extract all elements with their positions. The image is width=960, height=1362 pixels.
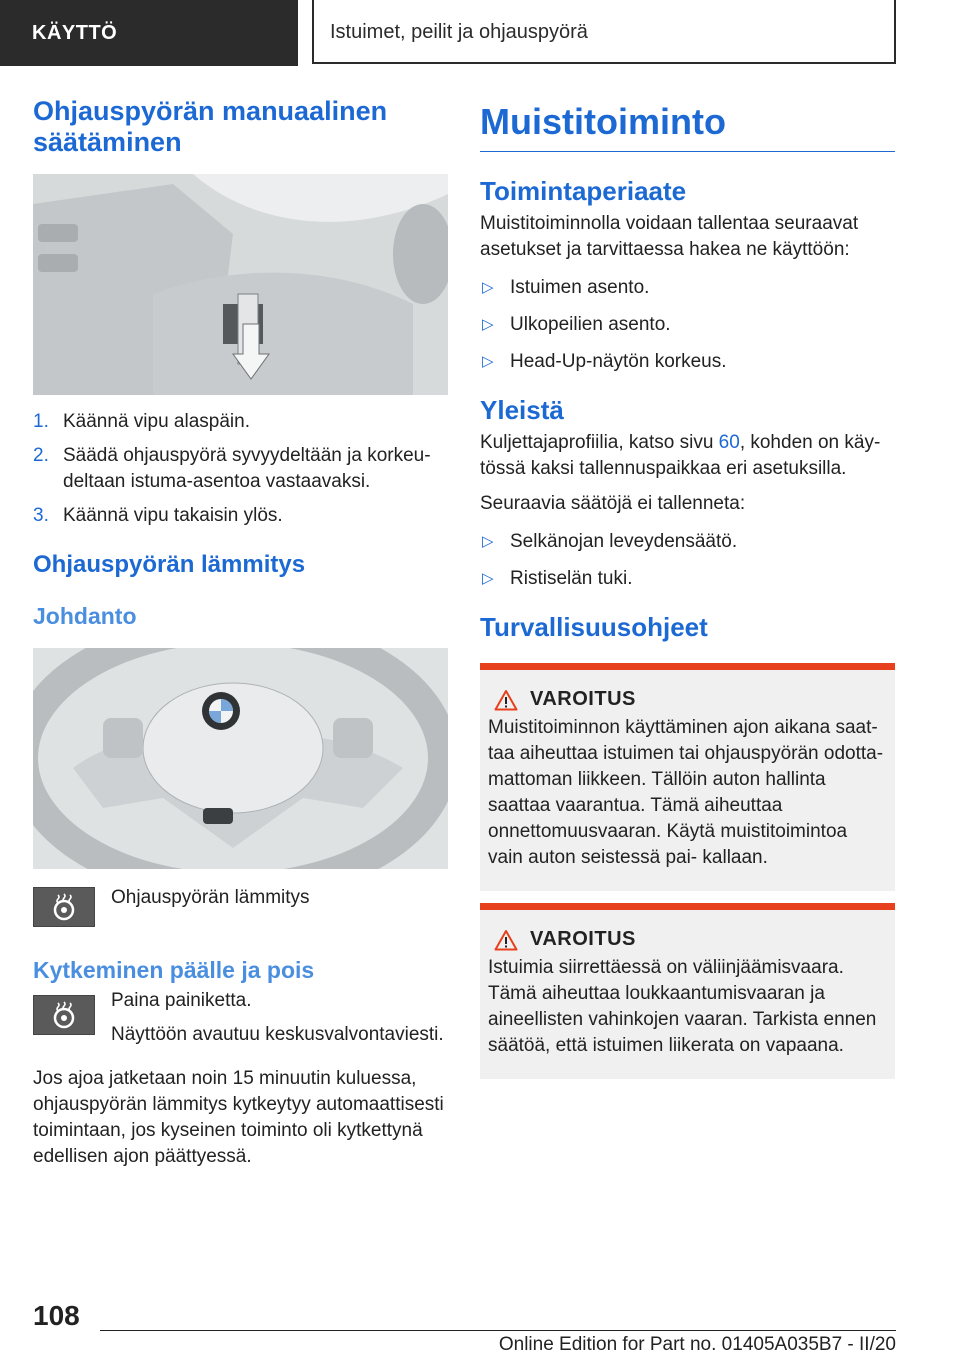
adjust-steps-list <box>33 409 448 529</box>
steering-wheel-image <box>33 648 448 869</box>
heating-icon-row <box>33 887 448 927</box>
footer-rule <box>100 1330 896 1331</box>
right-column <box>480 100 895 1079</box>
list-item: 1. Käännä vipu alaspäin. <box>33 411 250 433</box>
list-item: 3. Käännä vipu takaisin ylös. <box>33 505 283 527</box>
principle-heading: Toimintaperiaate <box>480 176 687 207</box>
heated-steering-wheel-icon <box>33 887 95 927</box>
edition-text: Online Edition for Part no. 01405A035B7 - II/20 <box>498 1334 896 1355</box>
memory-heading: Muistitoiminto <box>480 101 726 142</box>
warning-triangle-icon <box>494 929 518 951</box>
warning-text: Muistitoiminnon käyttäminen ajon aikana saat‐ taa aiheuttaa istuimen tai ohjauspyörän odotta‐ mattoman liikkeen. Tällöin auton hallinta saattaa vaarantua. Tämä aiheuttaa onnettomuusvaaran. Käytä muistitoimintoa vain auton seistessä pai‐ kallaan. <box>488 717 884 869</box>
general-text: Kuljettajaprofiilia, katso sivu 60, kohden on käy‐ tössä kaksi tallennuspaikkaa eri asetuksilla. <box>480 432 881 480</box>
safety-heading: Turvallisuusohjeet <box>480 612 708 643</box>
left-column <box>33 96 448 1170</box>
page-link[interactable]: 60 <box>718 432 740 454</box>
page-footer <box>0 1290 960 1362</box>
list-item: ▷ Selkänojan leveydensäätö. <box>482 531 738 553</box>
intro-heading: Johdanto <box>33 603 137 630</box>
list-item: ▷ Ristiselän tuki. <box>482 568 633 590</box>
page-header <box>0 0 960 66</box>
list-item: ▷ Head-Up-näytön korkeus. <box>482 351 727 373</box>
heating-heading: Ohjauspyörän lämmitys <box>33 551 306 579</box>
warning-label: VAROITUS <box>530 928 636 951</box>
page-number: 108 <box>33 1300 80 1331</box>
not-saved-text: Seuraavia säätöjä ei tallenneta: <box>480 493 746 515</box>
saved-settings-list <box>480 275 895 375</box>
heading-underline <box>480 151 895 152</box>
warning-box <box>480 663 895 891</box>
press-text: Paina painiketta. <box>111 990 252 1012</box>
warning-triangle-icon <box>494 689 518 711</box>
auto-activation-text: Jos ajoa jatketaan noin 15 minuutin kuluessa, ohjauspyörän lämmitys kytkeytyy automaattisesti toimintaan, jos kyseinen toiminto oli kytkettynä edellisen ajon päättyessä. <box>33 1068 444 1168</box>
warning-text: Istuimia siirrettäessä on väliinjäämisvaara. Tämä aiheuttaa loukkaantumisvaaran ja aineellisten vahinkojen vaaran. Tarkista ennen säätöä, että istuimen liikerata on vapaana. <box>488 957 877 1057</box>
onoff-heading: Kytkeminen päälle ja pois <box>33 957 315 984</box>
warning-label: VAROITUS <box>530 688 636 711</box>
principle-text: Muistitoiminnolla voidaan tallentaa seuraavat asetukset ja tarvittaessa hakea ne käyttöön: <box>480 213 859 261</box>
press-button-row <box>33 992 448 1048</box>
not-saved-list <box>480 529 895 592</box>
display-text: Näyttöön avautuu keskusvalvontaviesti. <box>111 1024 444 1046</box>
list-item: ▷ Ulkopeilien asento. <box>482 314 671 336</box>
chapter-title: Istuimet, peilit ja ohjauspyörä <box>312 0 896 64</box>
heating-icon-label: Ohjauspyörän lämmitys <box>111 887 310 909</box>
manual-adjust-heading: Ohjauspyörän manuaalinen säätäminen <box>33 96 388 158</box>
steering-column-lever-image <box>33 174 448 395</box>
list-item: 2. Säädä ohjauspyörä syvyydeltään ja korkeu‐ deltaan istuma-asentoa vastaavaksi. <box>33 445 431 493</box>
general-heading: Yleistä <box>480 395 564 426</box>
section-title: KÄYTTÖ <box>0 0 298 66</box>
warning-box <box>480 903 895 1079</box>
heated-steering-wheel-button-icon <box>33 995 95 1035</box>
list-item: ▷ Istuimen asento. <box>482 277 650 299</box>
